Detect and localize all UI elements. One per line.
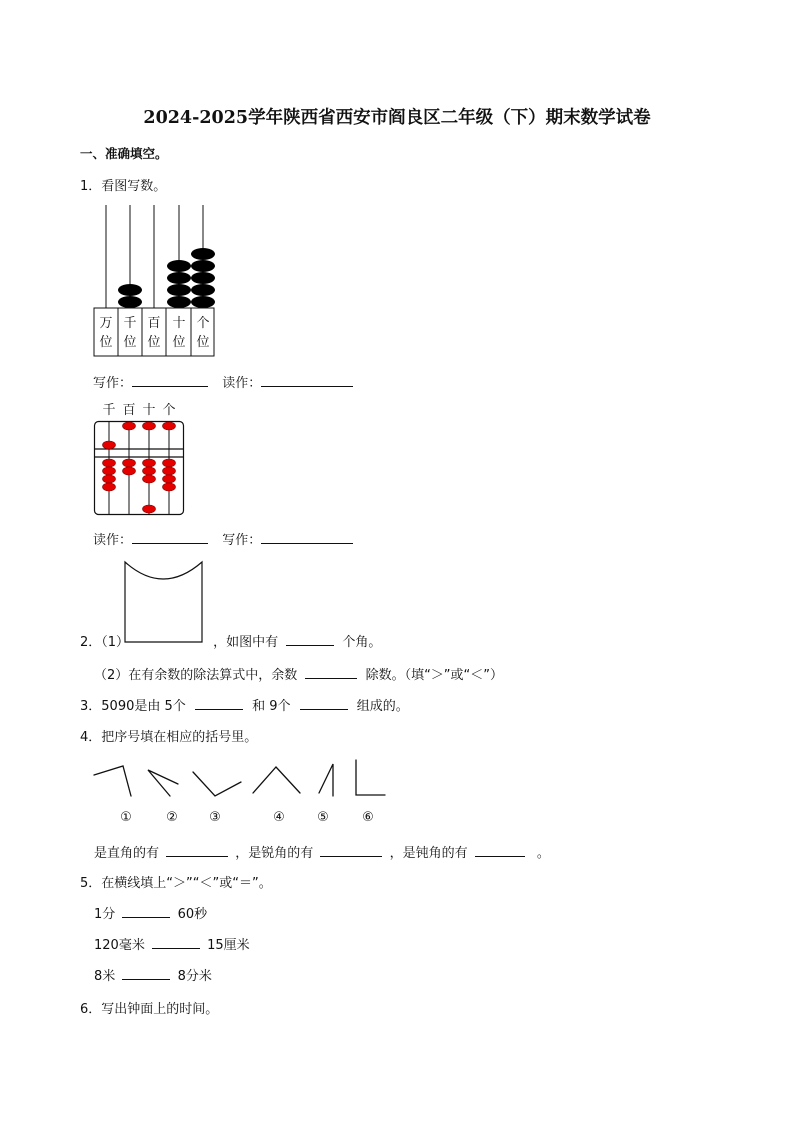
unit-text: 个角。 xyxy=(342,635,382,650)
place-label-ge-2: 位 xyxy=(196,335,210,350)
label-2: ② xyxy=(166,810,178,825)
question-1 xyxy=(80,175,166,194)
angle-5 xyxy=(319,764,333,796)
compare-row-3 xyxy=(94,965,212,984)
label-5: ⑤ xyxy=(317,810,329,825)
angle-count-blank[interactable] xyxy=(286,632,334,646)
blank-2[interactable] xyxy=(300,696,348,710)
write-blank[interactable] xyxy=(261,530,353,544)
right-angle-blank[interactable] xyxy=(166,843,228,857)
compare-blank-1[interactable] xyxy=(122,904,170,918)
abacus-2 xyxy=(94,418,186,518)
angle-figures xyxy=(90,756,390,828)
angle-6 xyxy=(356,760,385,795)
answer-line-1 xyxy=(93,372,353,391)
read-label: 读作： xyxy=(93,533,133,548)
part-label: （1） xyxy=(101,635,130,650)
abacus-bead xyxy=(103,475,116,483)
compare-blank[interactable] xyxy=(305,665,357,679)
abacus-1-beads xyxy=(118,248,215,308)
abacus-bead xyxy=(163,483,176,491)
question-number: 2． xyxy=(80,635,102,650)
abacus-bead xyxy=(143,475,156,483)
question-5 xyxy=(80,872,272,891)
abacus-bead xyxy=(163,467,176,475)
abacus-bead xyxy=(123,467,136,475)
question-4-answer xyxy=(94,842,550,861)
compare-left: 8米 xyxy=(94,969,116,984)
compare-blank-2[interactable] xyxy=(152,935,200,949)
abacus-bead xyxy=(163,459,176,467)
abacus-bead xyxy=(118,284,142,296)
abacus-bead xyxy=(143,467,156,475)
question-text: 在横线填上“＞”“＜”或“＝”。 xyxy=(101,876,272,891)
acute-angle-blank[interactable] xyxy=(320,843,382,857)
abacus-bead xyxy=(167,296,191,308)
abacus-bead xyxy=(191,260,215,272)
compare-right: 8分米 xyxy=(177,969,212,984)
label-1: ① xyxy=(120,810,132,825)
abacus-bead xyxy=(143,505,156,513)
abacus-bead xyxy=(163,475,176,483)
label-3: ③ xyxy=(209,810,221,825)
answer-end: 。 xyxy=(536,846,550,861)
place-label-shi-1: 十 xyxy=(172,316,186,331)
label-6: ⑥ xyxy=(362,810,374,825)
question-number: 4． xyxy=(80,730,102,745)
place-label-shi-2: 位 xyxy=(172,335,186,350)
abacus-bead xyxy=(103,483,116,491)
abacus-bead xyxy=(167,260,191,272)
question-text: 和 9个 xyxy=(252,699,291,714)
compare-right: 60秒 xyxy=(177,907,208,922)
place-label-wan-1: 万 xyxy=(99,316,113,331)
question-text: 看图写数。 xyxy=(101,179,167,194)
place-label-bai-2: 位 xyxy=(147,335,161,350)
abacus-bead xyxy=(143,459,156,467)
abacus-bead xyxy=(167,284,191,296)
abacus-2-header xyxy=(94,400,184,418)
question-2-part-1 xyxy=(80,631,381,650)
abacus-bead xyxy=(123,422,136,430)
header-qian: 千 xyxy=(102,403,116,418)
angle-2 xyxy=(148,770,178,796)
compare-left: 1分 xyxy=(94,907,116,922)
place-label-bai-1: 百 xyxy=(147,316,161,331)
abacus-bead xyxy=(191,284,215,296)
read-blank[interactable] xyxy=(132,530,208,544)
question-number: 5． xyxy=(80,876,102,891)
question-text: 5090是由 5个 xyxy=(101,699,186,714)
obtuse-angle-label: ，是钝角的有 xyxy=(389,846,468,861)
read-blank[interactable] xyxy=(261,373,353,387)
angle-1 xyxy=(94,766,131,796)
abacus-bead xyxy=(103,459,116,467)
header-shi: 十 xyxy=(142,403,156,418)
abacus-bead xyxy=(191,248,215,260)
abacus-bead xyxy=(103,467,116,475)
question-number: 1． xyxy=(80,179,102,194)
angle-3 xyxy=(193,772,241,796)
question-text: 写出钟面上的时间。 xyxy=(101,1002,219,1017)
abacus-bead xyxy=(103,441,116,449)
abacus-1 xyxy=(90,200,220,360)
compare-row-2 xyxy=(94,934,250,953)
question-text: ，如图中有 xyxy=(213,635,279,650)
place-label-qian-1: 千 xyxy=(123,316,137,331)
abacus-bead xyxy=(167,272,191,284)
compare-left: 120毫米 xyxy=(94,938,145,953)
place-label-ge-1: 个 xyxy=(196,316,210,331)
abacus-bead xyxy=(191,296,215,308)
answer-line-2 xyxy=(93,529,353,548)
compare-blank-3[interactable] xyxy=(122,966,170,980)
question-number: 6． xyxy=(80,1002,102,1017)
page-title: 2024-2025学年陕西省西安市阎良区二年级（下）期末数学试卷 xyxy=(143,108,651,128)
place-label-wan-2: 位 xyxy=(99,335,113,350)
question-6 xyxy=(80,998,218,1017)
acute-angle-label: ，是锐角的有 xyxy=(235,846,314,861)
question-text: （2）在有余数的除法算式中，余数 xyxy=(94,668,298,683)
question-text: 把序号填在相应的括号里。 xyxy=(101,730,258,745)
compare-row-1 xyxy=(94,903,207,922)
section-heading: 一、准确填空。 xyxy=(80,146,168,161)
question-text: 组成的。 xyxy=(356,699,409,714)
abacus-bead xyxy=(163,422,176,430)
blank-1[interactable] xyxy=(195,696,243,710)
question-number: 3． xyxy=(80,699,102,714)
question-text-end: 除数。（填“＞”或“＜”） xyxy=(365,668,504,683)
write-label: 写作： xyxy=(93,376,133,391)
header-bai: 百 xyxy=(122,403,136,418)
write-label: 写作： xyxy=(222,533,262,548)
abacus-bead xyxy=(143,422,156,430)
obtuse-angle-blank[interactable] xyxy=(475,843,525,857)
header-ge: 个 xyxy=(162,403,176,418)
angle-4 xyxy=(253,767,300,793)
abacus-bead xyxy=(191,272,215,284)
question-2-part-2 xyxy=(94,664,503,683)
read-label: 读作： xyxy=(222,376,262,391)
right-angle-label: 是直角的有 xyxy=(94,846,160,861)
label-4: ④ xyxy=(273,810,285,825)
question-3 xyxy=(80,695,409,714)
write-blank[interactable] xyxy=(132,373,208,387)
place-label-qian-2: 位 xyxy=(123,335,137,350)
question-4 xyxy=(80,726,257,745)
abacus-bead xyxy=(123,459,136,467)
compare-right: 15厘米 xyxy=(207,938,250,953)
abacus-bead xyxy=(118,296,142,308)
